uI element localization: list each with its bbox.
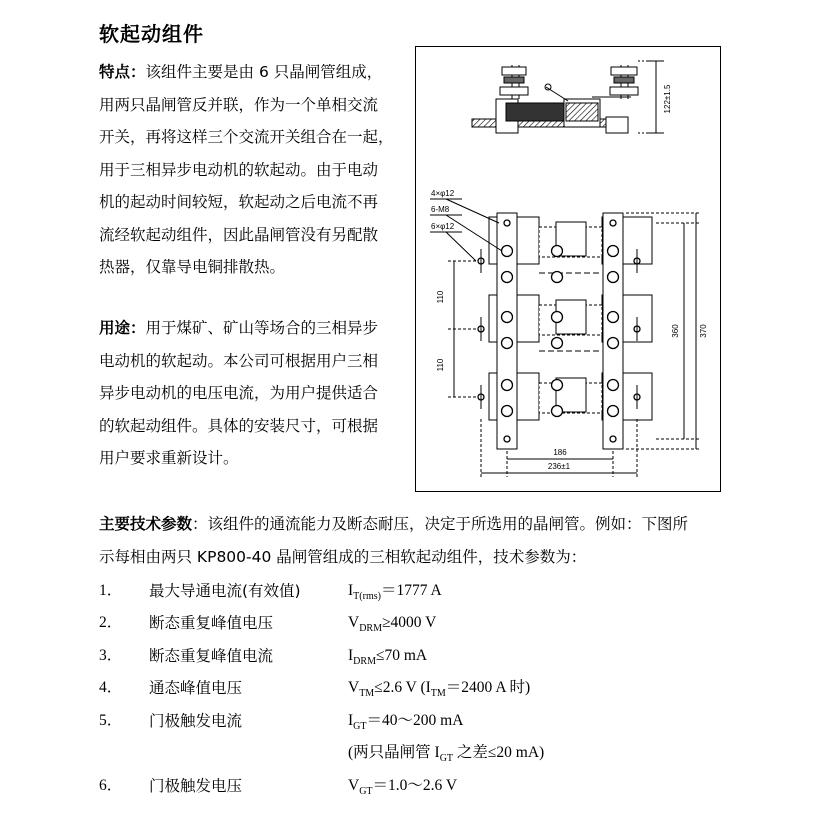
spec-name: 断态重复峰值电压 bbox=[149, 614, 274, 632]
spec-subscript: GT bbox=[353, 721, 367, 733]
dim-bottom-1: 186 bbox=[553, 448, 567, 457]
spec-value bbox=[348, 706, 463, 742]
spec-note-post: 之差≤20 mA) bbox=[453, 744, 545, 761]
spec-intro bbox=[99, 508, 739, 573]
dim-right-1: 360 bbox=[671, 324, 680, 338]
spec-subscript-2: TM bbox=[430, 688, 446, 700]
spec-note-subscript: GT bbox=[439, 753, 454, 765]
callout-1: 4×φ12 bbox=[431, 189, 455, 198]
spec-symbol: I bbox=[348, 712, 354, 729]
dim-top-height: 122±1.5 bbox=[663, 84, 672, 114]
page-title: 软起动组件 bbox=[99, 22, 204, 46]
features-line-2: 用两只晶闸管反并联，作为一个单相交流 bbox=[99, 95, 379, 114]
features-line-6: 流经软起动组件，因此晶闸管没有另配散 bbox=[99, 225, 379, 244]
features-text-1: 该组件主要是由 6 只晶闸管组成， bbox=[145, 63, 383, 81]
spec-amount-2: ＝2400 A 时) bbox=[445, 679, 531, 696]
callout-2: 6-M8 bbox=[431, 205, 450, 214]
assembly-drawing-svg bbox=[416, 47, 722, 493]
spec-amount: ＝1777 A bbox=[380, 582, 442, 599]
spec-value bbox=[348, 641, 427, 677]
usage-paragraph bbox=[99, 312, 411, 475]
spec-name: 断态重复峰值电流 bbox=[149, 647, 274, 665]
dim-bottom-2: 236±1 bbox=[547, 462, 571, 471]
callout-3: 6×φ12 bbox=[431, 222, 455, 231]
features-label: 特点： bbox=[99, 63, 146, 81]
dim-left-1: 110 bbox=[436, 290, 445, 304]
usage-label: 用途： bbox=[99, 319, 146, 337]
spec-number: 6． bbox=[99, 777, 123, 794]
spec-number: 3． bbox=[99, 647, 123, 664]
spec-name: 最大导通电流(有效值) bbox=[149, 582, 301, 600]
features-line-4: 用于三相异步电动机的软起动。由于电动 bbox=[99, 160, 379, 179]
spec-number: 4． bbox=[99, 679, 123, 696]
spec-amount: ≤70 mA bbox=[375, 647, 428, 664]
spec-amount: ≤2.6 V (I bbox=[374, 679, 431, 696]
spec-value bbox=[348, 673, 530, 709]
spec-symbol: V bbox=[348, 777, 360, 794]
spec-subscript: T(rms) bbox=[353, 591, 381, 603]
usage-line-2: 电动机的软起动。本公司可根据用户三相 bbox=[99, 351, 379, 370]
spec-symbol: V bbox=[348, 614, 360, 631]
spec-symbol: V bbox=[348, 679, 360, 696]
assembly-drawing bbox=[415, 46, 721, 492]
usage-line-5: 用户要求重新设计。 bbox=[99, 449, 239, 467]
spec-subscript: TM bbox=[359, 688, 375, 700]
features-line-7: 热器，仅靠导电铜排散热。 bbox=[99, 258, 286, 276]
spec-name: 门极触发电流 bbox=[149, 712, 243, 730]
spec-amount: ＝40～200 mA bbox=[366, 712, 464, 729]
spec-subscript: GT bbox=[359, 786, 373, 798]
spec-symbol: I bbox=[348, 582, 354, 599]
usage-line-1 bbox=[99, 312, 411, 345]
usage-line-4: 的软起动组件。具体的安装尺寸，可根据 bbox=[99, 416, 379, 435]
spec-number: 5． bbox=[99, 712, 123, 729]
spec-number: 2． bbox=[99, 614, 123, 631]
spec-note-pre: (两只晶闸管 I bbox=[348, 744, 440, 761]
side-view bbox=[472, 61, 664, 133]
dim-left-2: 110 bbox=[436, 358, 445, 372]
features-line-5: 机的起动时间较短，软起动之后电流不再 bbox=[99, 193, 379, 211]
spec-amount: ＝1.0～2.6 V bbox=[372, 777, 458, 794]
usage-line-3: 异步电动机的电压电流，为用户提供适合 bbox=[99, 384, 379, 402]
spec-name: 通态峰值电压 bbox=[149, 679, 243, 697]
spec-number: 1． bbox=[99, 582, 123, 599]
features-paragraph bbox=[99, 56, 411, 284]
spec-subscript: DRM bbox=[353, 656, 376, 668]
features-line-1 bbox=[99, 56, 411, 89]
spec-symbol: I bbox=[348, 647, 354, 664]
usage-text-1: 用于煤矿、矿山等场合的三相异步 bbox=[145, 319, 379, 337]
spec-value bbox=[348, 576, 442, 612]
dim-right-2: 370 bbox=[699, 324, 708, 338]
features-line-3: 开关，再将这样三个交流开关组合在一起， bbox=[99, 128, 394, 146]
plan-view bbox=[489, 213, 652, 449]
spec-name: 门极触发电压 bbox=[149, 777, 243, 795]
spec-subscript: DRM bbox=[359, 623, 382, 635]
spec-label: 主要技术参数 bbox=[99, 515, 193, 533]
spec-amount: ≥4000 V bbox=[382, 614, 437, 631]
spec-value bbox=[348, 608, 436, 644]
spec-intro-line-2: 示每相由两只 KP800-40 晶闸管组成的三相软起动组件，技术参数为： bbox=[99, 547, 587, 566]
spec-value bbox=[348, 771, 457, 807]
spec-note bbox=[348, 738, 544, 774]
spec-intro-text-1: ：该组件的通流能力及断态耐压，决定于所选用的晶闸管。例如：下图所 bbox=[192, 515, 689, 533]
spec-intro-line-1 bbox=[99, 508, 739, 541]
